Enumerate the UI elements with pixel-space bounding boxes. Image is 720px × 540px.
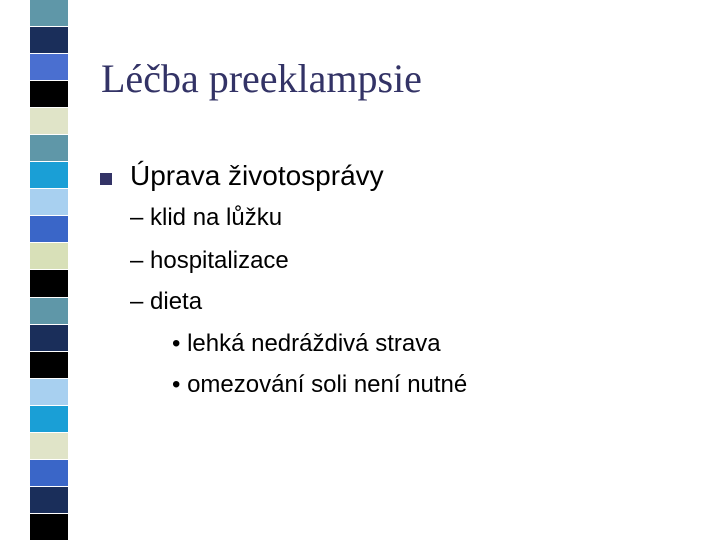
- sub-item-hospitalization: – hospitalizace: [130, 247, 289, 274]
- stripe-block: [30, 215, 68, 242]
- square-bullet-icon: [100, 173, 112, 185]
- stripe-block: [30, 269, 68, 296]
- stripe-block: [30, 486, 68, 513]
- stripe-block: [30, 26, 68, 53]
- bullet-text: Úprava životosprávy: [130, 160, 384, 191]
- stripe-block: [30, 297, 68, 324]
- stripe-margin: [0, 0, 30, 540]
- stripe-block: [30, 53, 68, 80]
- stripe-block: [30, 513, 68, 540]
- sub-sub-item-light-diet: • lehká nedráždivá strava: [172, 330, 441, 357]
- stripe-block: [30, 324, 68, 351]
- stripe-block: [30, 80, 68, 107]
- stripe-block: [30, 161, 68, 188]
- stripe-block: [30, 351, 68, 378]
- sub-item-bed-rest: – klid na lůžku: [130, 204, 283, 231]
- stripe-block: [30, 188, 68, 215]
- stripe-block: [30, 134, 68, 161]
- slide-title: Léčba preeklampsie: [101, 56, 422, 101]
- stripe-block: [30, 242, 68, 269]
- stripe-block: [30, 0, 68, 26]
- sub-sub-item-salt: • omezování soli není nutné: [172, 371, 468, 398]
- stripe-block: [30, 459, 68, 486]
- stripe-blocks: [30, 0, 68, 540]
- stripe-block: [30, 405, 68, 432]
- stripe-block: [30, 107, 68, 134]
- decorative-stripe: [0, 0, 68, 540]
- stripe-block: [30, 432, 68, 459]
- stripe-block: [30, 378, 68, 405]
- sub-item-diet: – dieta: [130, 288, 203, 315]
